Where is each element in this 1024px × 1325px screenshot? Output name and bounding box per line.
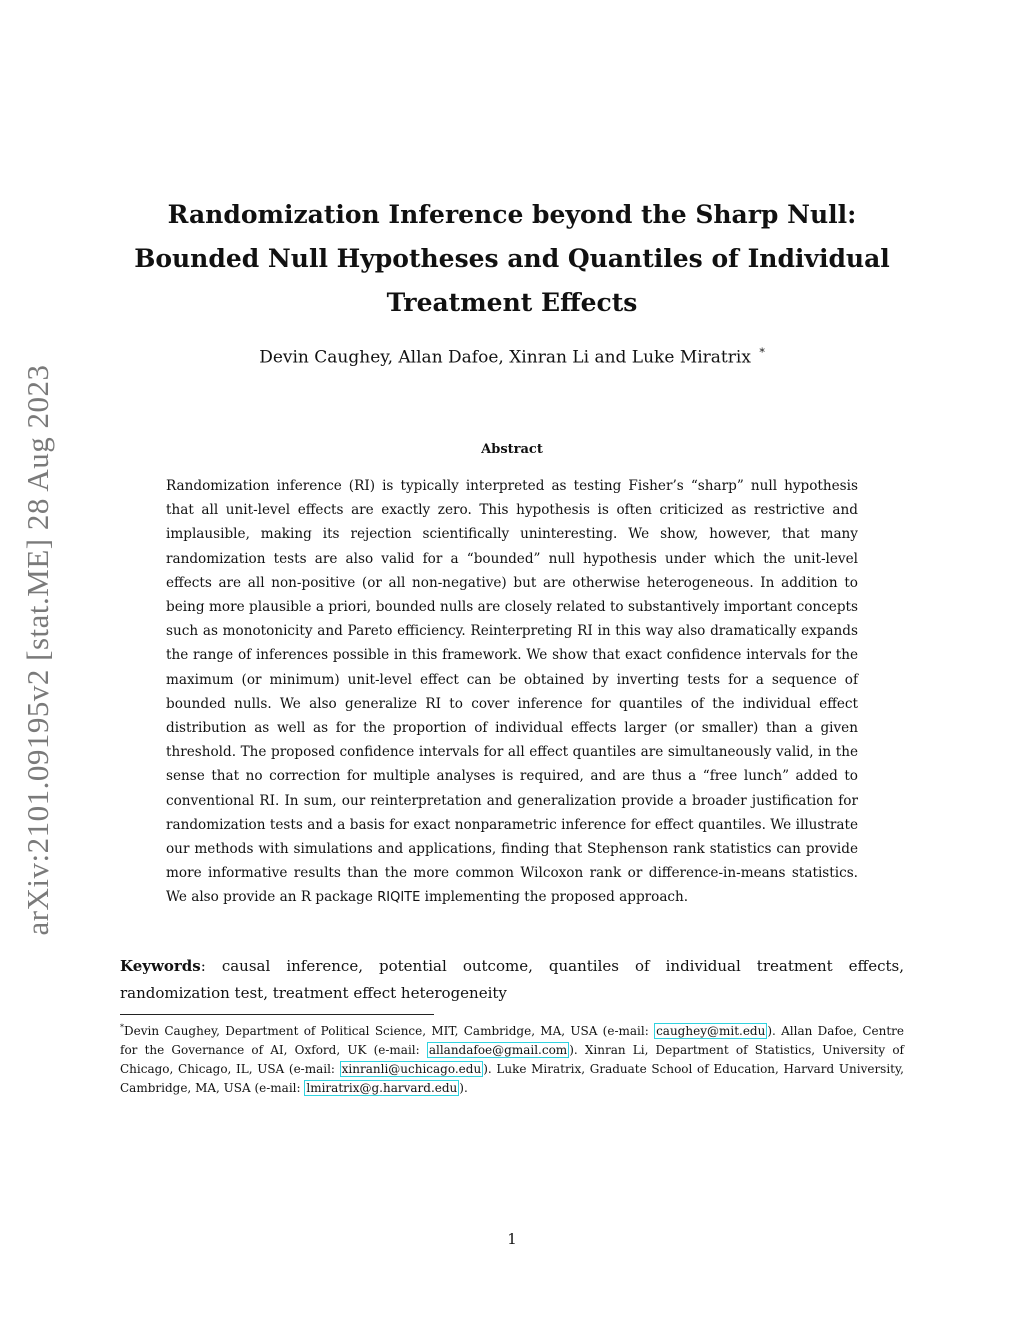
keywords-text: : causal inference, potential outcome, quantiles of individual treatment effects, randomization test, treatment effect heterogeneity: [120, 957, 904, 1002]
keywords: [120, 953, 904, 1007]
author-names: Devin Caughey, Allan Dafoe, Xinran Li and Luke Miratrix: [259, 347, 751, 368]
footnote-text-2: ). Allan Dafoe, Centre for the Governance of AI, Oxford, UK (e-mail:: [120, 1024, 904, 1057]
title-line-3: Treatment Effects: [386, 288, 638, 317]
abstract-text-end: implementing the proposed approach.: [420, 889, 689, 906]
footnote-text-3: ). Xinran Li, Department of Statistics, University of Chicago, Chicago, IL, USA (e-mail:: [120, 1043, 904, 1076]
author-footnote: [120, 1018, 904, 1098]
keywords-label: Keywords: [120, 957, 201, 975]
paper-title: [120, 193, 904, 325]
abstract-heading: Abstract: [481, 442, 543, 457]
footnote-divider: [120, 1014, 434, 1015]
abstract-body: [166, 474, 858, 911]
package-name: RIQITE: [377, 890, 421, 906]
arxiv-identifier-stamp: arXiv:2101.09195v2 [stat.ME] 28 Aug 2023: [20, 364, 55, 936]
email-link-miratrix[interactable]: lmiratrix@g.harvard.edu: [306, 1081, 458, 1095]
title-line-2: Bounded Null Hypotheses and Quantiles of Individual: [134, 244, 890, 273]
footnote-text-4: ). Luke Miratrix, Graduate School of Education, Harvard University, Cambridge, MA, USA (e-mail:: [120, 1062, 904, 1095]
author-footnote-mark[interactable]: *: [759, 346, 765, 359]
footnote-mark: *: [120, 1023, 124, 1032]
abstract-text: Randomization inference (RI) is typically interpreted as testing Fisher’s “sharp” null hypothesis that all unit-level effects are exactly zero. This hypothesis is often criticized as restrictive and implausible, making its rejection scientifically uninteresting. We show, however, that many randomization tests are also valid for a “bounded” null hypothesis under which the unit-level effects are all non-positive (or all non-negative) but are otherwise heterogeneous. In addition to being more plausible a priori, bounded nulls are closely related to substantively important concepts such as monotonicity and Pareto efficiency. Reinterpreting RI in this way also dramatically expands the range of inferences possible in this framework. We show that exact confidence intervals for the maximum (or minimum) unit-level effect can be obtained by inverting tests for a sequence of bounded nulls. We also generalize RI to cover inference for quantiles of the individual effect distribution as well as for the proportion of individual effects larger (or smaller) than a given threshold. The proposed confidence intervals for all effect quantiles are simultaneously valid, in the sense that no correction for multiple analyses is required, and are thus a “free lunch” added to conventional RI. In sum, our reinterpretation and generalization provide a broader justification for randomization tests and a basis for exact nonparametric inference for effect quantiles. We illustrate our methods with simulations and applications, finding that Stephenson rank statistics can provide more informative results than the more common Wilcoxon rank or difference-in-means statistics. We also provide an R package: [166, 478, 858, 906]
email-link-li[interactable]: xinranli@uchicago.edu: [341, 1062, 482, 1076]
page-number: 1: [507, 1230, 517, 1248]
footnote-text-1: Devin Caughey, Department of Political Science, MIT, Cambridge, MA, USA (e-mail:: [124, 1024, 655, 1038]
author-list: [120, 346, 904, 368]
email-link-caughey[interactable]: caughey@mit.edu: [656, 1024, 766, 1038]
footnote-text-5: ).: [459, 1081, 468, 1095]
email-link-dafoe[interactable]: allandafoe@gmail.com: [428, 1043, 568, 1057]
title-line-1: Randomization Inference beyond the Sharp Null:: [167, 200, 857, 229]
